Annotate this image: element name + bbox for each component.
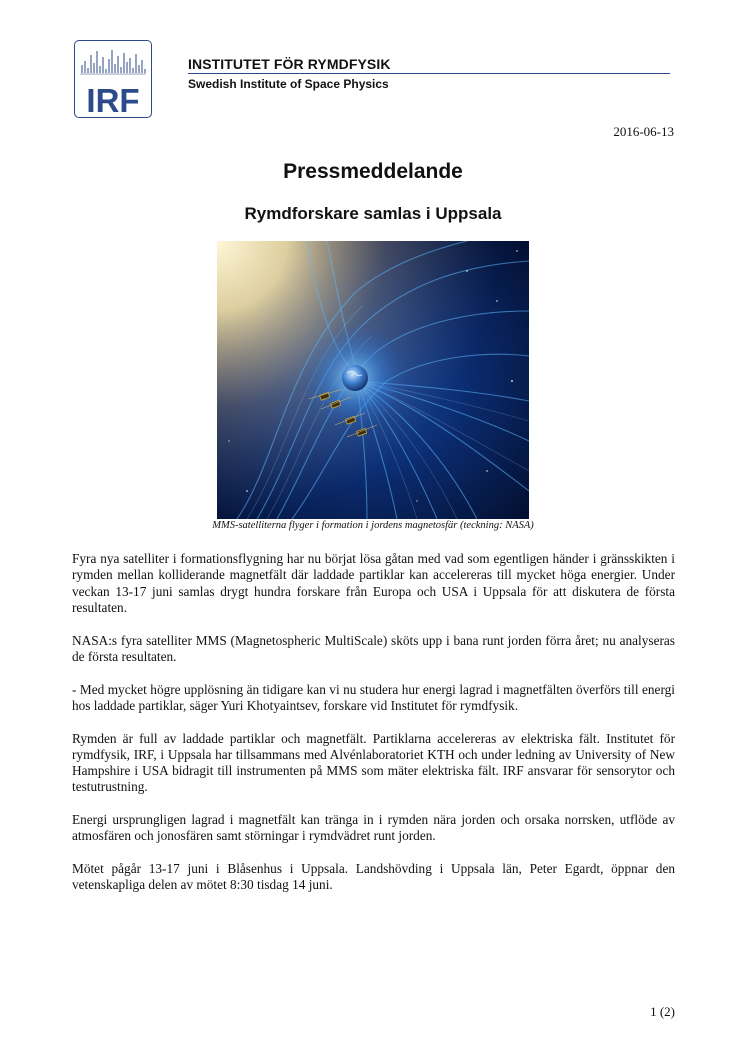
figure-caption: MMS-satelliterna flyger i formation i jordens magnetosfär (teckning: NASA) [212, 520, 534, 531]
paragraph-6: Mötet pågår 13-17 juni i Blåsenhus i Uppsala. Landshövding i Uppsala län, Peter Egardt, öppnar den vetenskapliga delen av mötet 8:30 tisdag 14 juni. [72, 861, 675, 893]
paragraph-2: NASA:s fyra satelliter MMS (Magnetospheric MultiScale) sköts upp i bana runt jorden förra året; nu analyseras de första resultaten. [72, 632, 675, 664]
paragraph-1: Fyra nya satelliter i formationsflygning har nu börjat lösa gåtan med vad som egentligen händer i gränsskikten i rymden mellan kolliderande magnetfält där laddade partiklar kan accelereras till mycket höga energier. Under veckan 13-17 juni samlas drygt hundra forskare från Europa och USA i Uppsala för att diskutera de första resultaten. [72, 551, 675, 615]
logo-text: IRF [86, 82, 140, 117]
page-title: Pressmeddelande [283, 160, 463, 183]
press-release-body [72, 551, 675, 910]
paragraph-3: - Med mycket högre upplösning än tidigare kan vi nu studera hur energi lagrad i magnetfälten överförs till energi hos laddade partiklar, säger Yuri Khotyaintsev, forskare vid Institutet för rymdfysik. [72, 681, 675, 713]
institute-header [188, 56, 670, 91]
institute-name: INSTITUTET FÖR RYMDFYSIK [188, 56, 670, 74]
paragraph-4: Rymden är full av laddade partiklar och magnetfält. Partiklarna accelereras av elektriska fält. Institutet för rymdfysik, IRF, i Uppsala har tillsammans med Alvénlaboratoriet KTH och under ledning av University of New Hampshire i USA bidragit till instrumenten på MMS som mäter elektriska fält. IRF ansvarar för sensorytor och testutrustning. [72, 730, 675, 795]
paragraph-5: Energi ursprungligen lagrad i magnetfält kan tränga in i rymden nära jorden och orsaka norrsken, utflöde av atmosfären och jonosfären samt störningar i rymdvädret runt jorden. [72, 812, 675, 844]
document-date: 2016-06-13 [613, 124, 674, 139]
irf-logo [74, 40, 152, 118]
mms-satellites-illustration [217, 241, 529, 519]
page-subtitle: Rymdforskare samlas i Uppsala [244, 204, 502, 223]
institute-subtitle: Swedish Institute of Space Physics [188, 77, 389, 91]
page-number: 1 (2) [650, 1004, 675, 1019]
